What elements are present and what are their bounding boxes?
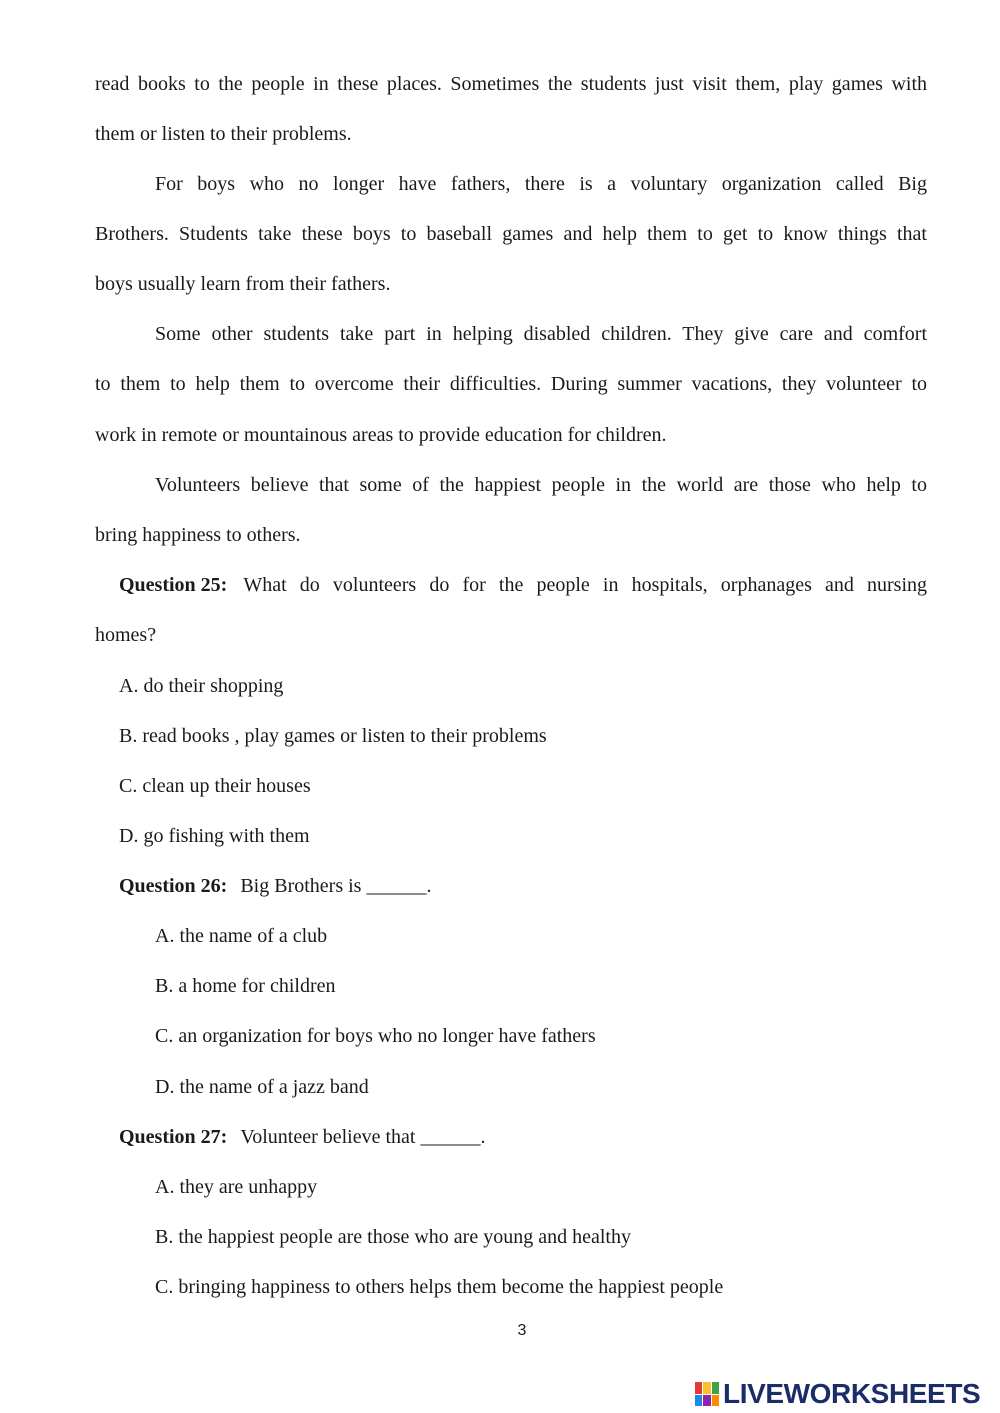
answer-option[interactable]: A. do their shopping <box>119 675 284 697</box>
logo-cell <box>703 1395 710 1407</box>
question-text: Volunteer believe that ______. <box>240 1126 486 1148</box>
passage-line: Some other students take part in helping disabled children. They give care and comfort <box>155 323 927 345</box>
question-27 <box>119 1124 485 1150</box>
question-25 <box>119 572 927 598</box>
passage-line: read books to the people in these places. Sometimes the students just visit them, play games with <box>95 73 927 95</box>
passage-line: bring happiness to others. <box>95 524 301 546</box>
answer-option[interactable]: C. clean up their houses <box>119 775 311 797</box>
question-label: Question 25: <box>119 574 228 596</box>
question-text: homes? <box>95 624 157 646</box>
passage-line: boys usually learn from their fathers. <box>95 273 391 295</box>
brand-name: LIVEWORKSHEETS <box>723 1378 981 1409</box>
passage-line: Volunteers believe that some of the happiest people in the world are those who help to <box>155 474 927 496</box>
page-number: 3 <box>517 1322 527 1339</box>
liveworksheets-brand[interactable] <box>695 1376 980 1412</box>
answer-option[interactable]: A. the name of a club <box>155 925 328 947</box>
answer-option[interactable]: C. bringing happiness to others helps them become the happiest people <box>155 1276 724 1298</box>
logo-cell <box>695 1395 702 1407</box>
passage-line: to them to help them to overcome their difficulties. During summer vacations, they volunteer to <box>95 373 927 395</box>
question-label: Question 27: <box>119 1126 228 1148</box>
answer-option[interactable]: B. a home for children <box>155 975 336 997</box>
answer-option[interactable]: D. the name of a jazz band <box>155 1076 369 1098</box>
logo-cell <box>703 1382 710 1394</box>
answer-option[interactable]: A. they are unhappy <box>155 1176 318 1198</box>
logo-cell <box>695 1382 702 1394</box>
question-label: Question 26: <box>119 875 228 897</box>
question-text: Big Brothers is ______. <box>240 875 432 897</box>
logo-cell <box>712 1382 719 1394</box>
answer-option[interactable]: B. the happiest people are those who are young and healthy <box>155 1226 631 1248</box>
passage-line: For boys who no longer have fathers, there is a voluntary organization called Big <box>155 173 927 195</box>
liveworksheets-logo-icon <box>695 1382 719 1406</box>
answer-option[interactable]: C. an organization for boys who no longer have fathers <box>155 1025 596 1047</box>
answer-option[interactable]: B. read books , play games or listen to their problems <box>119 725 547 747</box>
passage-line: them or listen to their problems. <box>95 123 352 145</box>
passage-line: Brothers. Students take these boys to baseball games and help them to get to know things that <box>95 223 927 245</box>
passage-line: work in remote or mountainous areas to provide education for children. <box>95 424 667 446</box>
question-26 <box>119 873 431 899</box>
logo-cell <box>712 1395 719 1407</box>
question-text: What do volunteers do for the people in hospitals, orphanages and nursing <box>243 574 927 596</box>
answer-option[interactable]: D. go fishing with them <box>119 825 310 847</box>
